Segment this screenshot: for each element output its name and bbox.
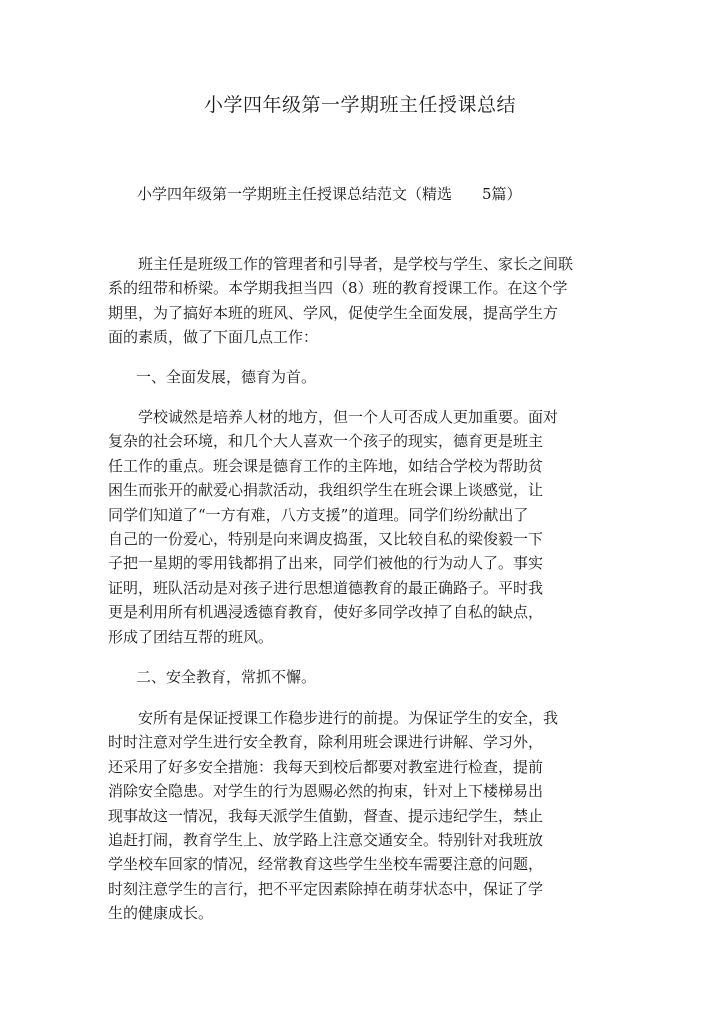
text-line: 子把一星期的零用钱都捐了出来，同学们被他的行为动人了。事实 — [108, 554, 544, 573]
text-line: 时时注意对学生进行安全教育，除利用班会课进行讲解、学习外， — [108, 733, 544, 752]
text-line: 任工作的重点。班会课是德育工作的主阵地，如结合学校为帮助贫 — [108, 456, 544, 475]
section-heading-safety: 二、安全教育，常抓不懈。 — [136, 668, 317, 686]
text-line: 自己的一份爱心，特别是向来调皮捣蛋，又比较自私的梁俊毅一下 — [108, 530, 544, 549]
text-line: 现事故这一情况，我每天派学生值勤，督查、提示违纪学生，禁止 — [108, 806, 544, 825]
text-line: 同学们知道了“一方有难，八方支援”的道理。同学们纷纷献出了 — [108, 505, 529, 524]
section-paragraph-safety — [108, 706, 598, 926]
text-line: 期里，为了搞好本班的班风、学风，促使学生全面发展，提高学生方 — [108, 303, 559, 322]
subtitle-main: 小学四年级第一学期班主任授课总结范文（精选 — [137, 185, 453, 203]
subtitle-count: 5篇） — [482, 185, 522, 203]
document-title: 小学四年级第一学期班主任授课总结 — [203, 94, 516, 116]
text-line: 困生而张开的献爱心捐款活动，我组织学生在班会课上谈感觉，让 — [108, 481, 544, 500]
section-heading-moral: 一、全面发展，德育为首。 — [136, 368, 317, 386]
text-line: 更是利用所有机遇浸透德育教育，使好多同学改掉了自私的缺点， — [108, 603, 544, 622]
section-paragraph-moral — [108, 405, 598, 649]
text-line: 追赶打闹，教育学生上、放学路上注意交通安全。特别针对我班放 — [108, 831, 544, 850]
intro-paragraph — [108, 252, 598, 350]
text-line: 安所有是保证授课工作稳步进行的前提。为保证学生的安全，我 — [138, 709, 559, 727]
text-line: 生的健康成长。 — [108, 904, 214, 923]
text-line: 还采用了好多安全措施：我每天到校后都要对教室进行检查，提前 — [108, 757, 544, 776]
text-line: 系的纽带和桥梁。本学期我担当四（8）班的教育授课工作。在这个学 — [108, 279, 568, 298]
text-line: 复杂的社会环境，和几个大人喜欢一个孩子的现实，德育更是班主 — [108, 432, 544, 451]
text-line: 形成了团结互帮的班风。 — [108, 627, 274, 646]
text-line: 消除安全隐患。对学生的行为恩赐必然的拘束，针对上下楼梯易出 — [108, 782, 544, 801]
document-subtitle — [137, 183, 522, 204]
text-line: 时刻注意学生的言行，把不平定因素除掉在萌芽状态中，保证了学 — [108, 879, 544, 898]
text-line: 证明，班队活动是对孩子进行思想道德教育的最正确路子。平时我 — [108, 578, 544, 597]
text-line: 学坐校车回家的情况，经常教育这些学生坐校车需要注意的问题， — [108, 855, 544, 874]
text-line: 学校诚然是培养人材的地方，但一个人可否成人更加重要。面对 — [138, 408, 559, 426]
text-line: 班主任是班级工作的管理者和引导者，是学校与学生、家长之间联 — [138, 255, 574, 273]
text-line: 面的素质，做了下面几点工作： — [108, 328, 319, 347]
